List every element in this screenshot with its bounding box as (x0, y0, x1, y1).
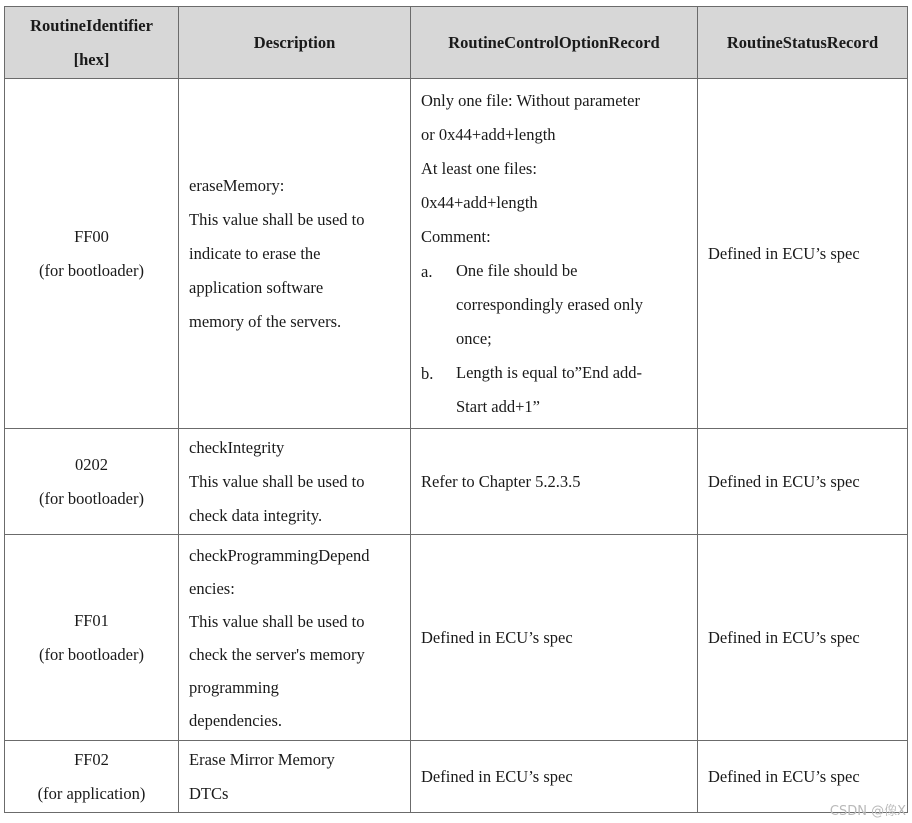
header-routine-control-option-record (411, 7, 698, 79)
option-line: Comment: (421, 226, 491, 246)
status-record-cell (698, 429, 908, 535)
option-line: 0x44+add+length (421, 192, 538, 212)
routine-identifier-table (4, 6, 908, 813)
header-text: RoutineIdentifier (30, 15, 153, 35)
table-row (5, 535, 908, 741)
option-line: or 0x44+add+length (421, 124, 556, 144)
description-line: checkIntegrity (189, 437, 285, 457)
description-line: This value shall be used to (189, 471, 365, 491)
description-line: eraseMemory: (189, 175, 285, 195)
description-line: This value shall be used to (189, 611, 365, 631)
header-text: RoutineStatusRecord (726, 32, 879, 52)
description-cell (179, 741, 411, 813)
csdn-watermark: CSDN @像X (829, 804, 906, 819)
table-row (5, 79, 908, 429)
description-line: This value shall be used to (189, 209, 365, 229)
list-text (456, 356, 687, 424)
header-description (179, 7, 411, 79)
list-line: Length is equal to”End add- (456, 362, 643, 382)
routine-id-cell (5, 429, 179, 535)
table-header-row (5, 7, 908, 79)
description-cell (179, 79, 411, 429)
option-text: Defined in ECU’s spec (421, 627, 573, 647)
header-routine-identifier (5, 7, 179, 79)
routine-scope: (for bootloader) (39, 644, 144, 664)
description-line: programming (189, 677, 279, 697)
status-text: Defined in ECU’s spec (708, 243, 860, 263)
routine-scope: (for bootloader) (39, 488, 144, 508)
header-text: Description (253, 32, 336, 52)
routine-scope: (for bootloader) (39, 260, 144, 280)
description-line: Erase Mirror Memory (189, 749, 335, 769)
routine-id: 0202 (75, 454, 108, 474)
option-line: At least one files: (421, 158, 537, 178)
list-line: One file should be (456, 260, 578, 280)
status-text: Defined in ECU’s spec (708, 627, 860, 647)
description-line: check data integrity. (189, 505, 323, 525)
comment-list-item (421, 254, 687, 356)
option-record-cell (411, 741, 698, 813)
routine-id-cell (5, 741, 179, 813)
status-record-cell (698, 79, 908, 429)
description-cell (179, 429, 411, 535)
description-line: memory of the servers. (189, 311, 342, 331)
routine-id-cell (5, 79, 179, 429)
status-text: Defined in ECU’s spec (708, 766, 860, 786)
list-line: Start add+1” (456, 396, 540, 416)
header-routine-status-record (698, 7, 908, 79)
list-line: correspondingly erased only (456, 294, 643, 314)
description-line: indicate to erase the (189, 243, 321, 263)
option-record-cell (411, 429, 698, 535)
status-record-cell (698, 535, 908, 741)
description-line: DTCs (189, 783, 229, 803)
description-line: checkProgrammingDepend (189, 545, 370, 565)
routine-id: FF00 (74, 226, 109, 246)
header-text: RoutineControlOptionRecord (448, 32, 660, 52)
list-text (456, 254, 687, 356)
list-marker: b. (421, 363, 434, 383)
description-cell (179, 535, 411, 741)
option-line: Only one file: Without parameter (421, 90, 640, 110)
description-line: dependencies. (189, 710, 282, 730)
table-row (5, 429, 908, 535)
option-record-cell (411, 535, 698, 741)
description-line: check the server's memory (189, 644, 365, 664)
routine-id-cell (5, 535, 179, 741)
option-text: Defined in ECU’s spec (421, 766, 573, 786)
list-line: once; (456, 328, 492, 348)
status-text: Defined in ECU’s spec (708, 471, 860, 491)
header-text: [hex] (73, 49, 110, 69)
routine-scope: (for application) (37, 783, 146, 803)
routine-id: FF02 (74, 749, 109, 769)
description-line: encies: (189, 578, 235, 598)
option-record-cell (411, 79, 698, 429)
comment-list-item (421, 356, 687, 424)
list-marker: a. (421, 261, 433, 281)
routine-id: FF01 (74, 610, 109, 630)
description-line: application software (189, 277, 324, 297)
table-row (5, 741, 908, 813)
option-text: Refer to Chapter 5.2.3.5 (421, 471, 581, 491)
